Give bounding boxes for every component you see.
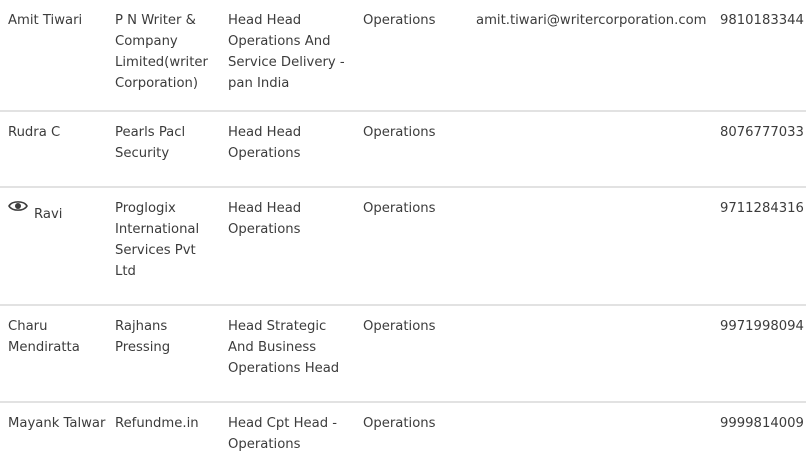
contact-company: Proglogix International Services Pvt Ltd: [115, 201, 200, 279]
contact-department: Operations: [363, 416, 436, 431]
contact-phone: 9711284316: [720, 201, 804, 216]
contact-name: Ravi: [34, 207, 63, 222]
contact-title: Head Head Operations: [228, 125, 302, 161]
contact-department: Operations: [363, 319, 436, 334]
contact-email[interactable]: amit.tiwari@writercorporation.com: [476, 13, 707, 28]
contact-phone: 9971998094: [720, 319, 804, 334]
contact-name: Rudra C: [8, 125, 61, 140]
table-row: [0, 112, 806, 188]
contact-phone: 9999814009: [720, 416, 804, 431]
contact-company: Refundme.in: [115, 416, 199, 431]
table-row: [0, 0, 806, 112]
contact-title: Head Head Operations: [228, 201, 302, 237]
contact-department: Operations: [363, 13, 436, 28]
contact-department: Operations: [363, 201, 436, 216]
contact-name: Charu Mendiratta: [8, 319, 80, 355]
contact-title: Head Strategic And Business Operations Head: [228, 319, 340, 376]
contact-name: Amit Tiwari: [8, 13, 83, 28]
table-row: [0, 403, 806, 473]
contact-company: Rajhans Pressing: [115, 319, 171, 355]
contact-company: Pearls Pacl Security: [115, 125, 186, 161]
contact-phone: 8076777033: [720, 125, 804, 140]
contact-title: Head Head Operations And Service Delivery -pan India: [228, 13, 345, 91]
table-row: [0, 306, 806, 403]
contact-department: Operations: [363, 125, 436, 140]
contact-phone: 9810183344: [720, 13, 804, 28]
contact-name-cell: [8, 198, 108, 225]
contact-company: P N Writer & Company Limited(writer Corporation): [115, 13, 208, 91]
contact-name: Mayank Talwar: [8, 416, 106, 431]
contact-title: Head Cpt Head - Operations: [228, 416, 338, 452]
eye-icon[interactable]: [8, 199, 28, 213]
table-row: [0, 188, 806, 306]
